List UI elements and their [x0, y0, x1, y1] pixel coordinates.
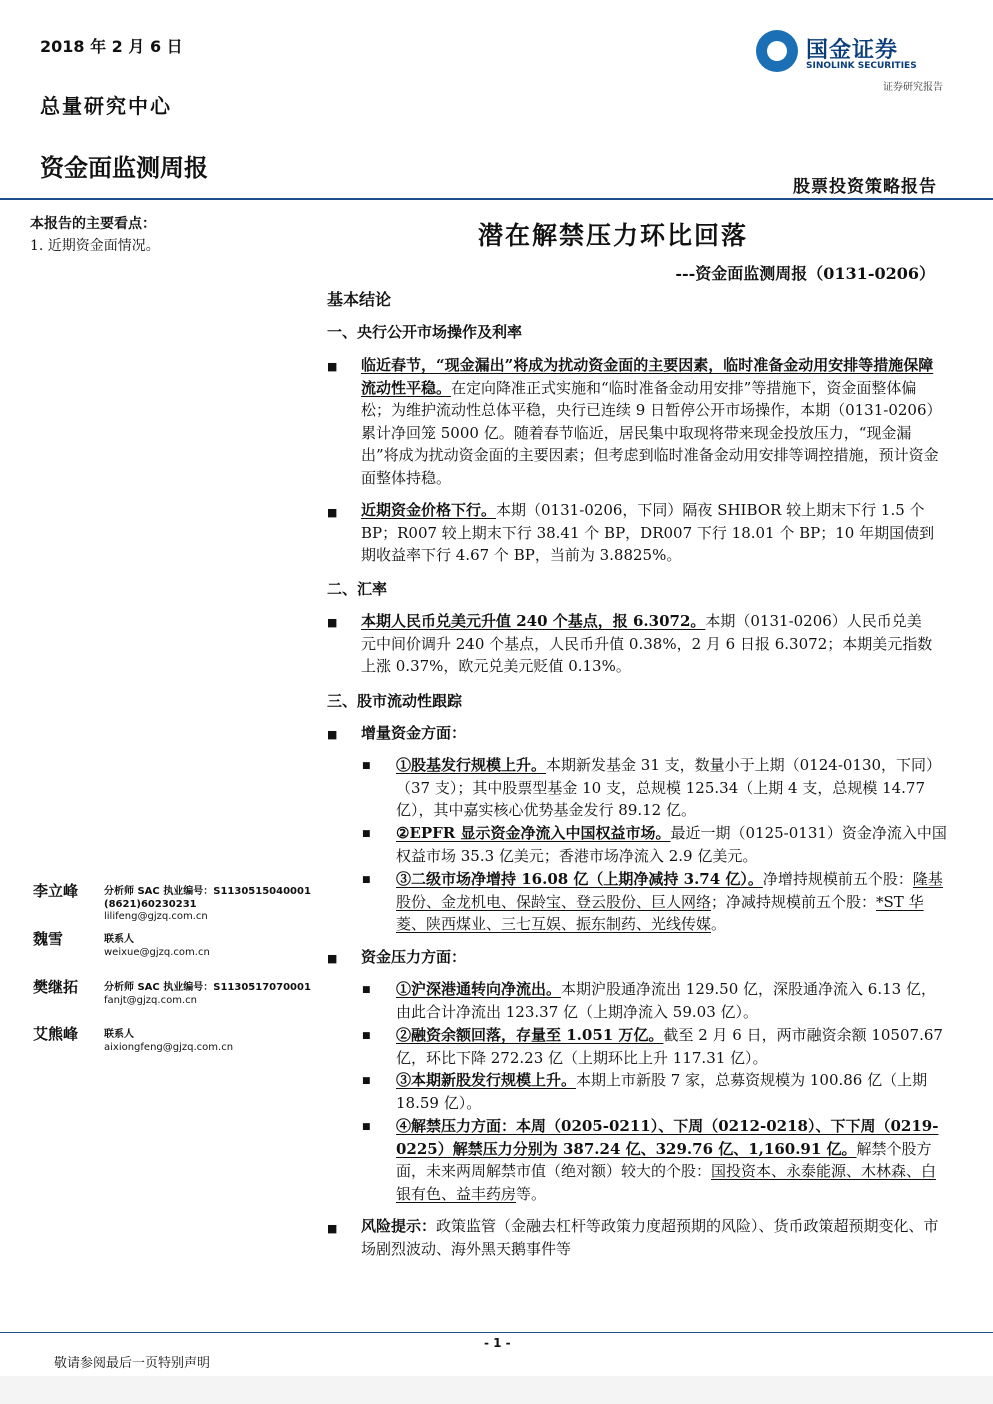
paragraph: ④解禁压力方面：本周（0205-0211）、下周（0212-0218）、下下周（0219-0225）解禁压力分别为 387.24 亿、329.76 亿、1,160.91 亿。解禁个股方面，未来两周解禁市值（绝对额）较大的个股：国投资本、永泰能源、木林森、白银有色、益丰药房等。	[396, 1117, 939, 1203]
logo-subtitle: 证券研究报告	[883, 82, 943, 93]
bullet-icon: ■	[327, 1222, 338, 1235]
bullet-icon: ■	[327, 616, 338, 629]
bullet-icon: ■	[362, 1031, 371, 1041]
paragraph: 临近春节，“现金漏出”将成为扰动资金面的主要因素，临时准备金动用安排等措施保障流动性平稳。在定向降准正式实施和“临时准备金动用安排”等措施下，资金面整体偏松；为维护流动性总体平稳，央行已连续 9 日暂停公开市场操作，本期（0131-0206）累计净回笼 5000 亿。随着春节临近，居民集中取现将带来现金投放压力，“现金漏出”将成为扰动资金面的主要因素；但考虑到临时准备金动用安排等调控措施，预计资金面整体持稳。	[361, 356, 939, 487]
logo-cn-text: 国金证券	[806, 38, 899, 63]
bullet-icon: ■	[362, 875, 371, 885]
sidebar-title: 本报告的主要看点：	[30, 216, 156, 232]
analyst-name: 魏雪	[33, 930, 64, 948]
logo-en-text: SINOLINK SECURITIES	[806, 61, 917, 71]
section-heading: 一、央行公开市场操作及利率	[327, 323, 523, 341]
analyst-name: 李立峰	[33, 882, 79, 900]
paragraph: ③本期新股发行规模上升。本期上市新股 7 家，总募资规模为 100.86 亿（上期 18.59 亿）。	[396, 1071, 928, 1112]
page-number: - 1 -	[484, 1336, 511, 1350]
paragraph: 风险提示：政策监管（金融去杠杆等政策力度超预期的风险）、货币政策超预期变化、市场剧烈波动、海外黑天鹅事件等	[361, 1217, 939, 1258]
paragraph: ③二级市场净增持 16.08 亿（上期净减持 3.74 亿）。净增持规模前五个股：隆基股份、金龙机电、保龄宝、登云股份、巨人网络；净减持规模前五个股：*ST 华菱、陕西煤业、三七互娱、振东制药、光线传媒。	[396, 870, 943, 934]
bullet-icon: ■	[362, 1122, 371, 1132]
analyst-info: 联系人 weixue@gjzq.com.cn	[104, 934, 210, 958]
sub-heading: 资金压力方面：	[361, 948, 467, 966]
bullet-icon: ■	[327, 728, 338, 741]
bullet-icon: ■	[327, 506, 338, 519]
analyst-info: 分析师 SAC 执业编号：S1130517070001 fanjt@gjzq.com.cn	[104, 982, 311, 1006]
bullet-icon: ■	[362, 1076, 371, 1086]
analyst-name: 艾熊峰	[33, 1025, 79, 1043]
report-date: 2018 年 2 月 6 日	[40, 37, 183, 56]
header-divider	[0, 198, 993, 200]
footer-divider	[0, 1332, 993, 1333]
bullet-icon: ■	[362, 985, 371, 995]
bullet-icon: ■	[327, 360, 338, 373]
report-type: 股票投资策略报告	[793, 177, 937, 197]
paragraph: ②融资余额回落，存量至 1.051 万亿。截至 2 月 6 日，两市融资余额 10507.67 亿，环比下降 272.23 亿（上期环比上升 117.31 亿）。	[396, 1026, 943, 1067]
section-heading: 三、股市流动性跟踪	[327, 692, 463, 710]
paragraph: 近期资金价格下行。本期（0131-0206，下同）隔夜 SHIBOR 较上期末下行 1.5 个 BP；R007 较上期末下行 38.41 个 BP，DR007 下行 18.01 个 BP；10 年期国债到期收益率下行 4.67 个 BP，当前为 3.8825%。	[361, 501, 935, 565]
bullet-icon: ■	[362, 761, 371, 771]
bullet-icon: ■	[327, 952, 338, 965]
paragraph: ①股基发行规模上升。本期新发基金 31 支，数量小于上期（0124-0130，下同）（37 支）；其中股票型基金 10 支，总规模 125.34（上期 4 支，总规模 14.77 亿），其中嘉实核心优势基金发行 89.12 亿。	[396, 756, 942, 820]
logo-icon	[756, 30, 798, 72]
main-title: 潜在解禁压力环比回落	[478, 221, 749, 250]
bullet-icon: ■	[362, 829, 371, 839]
section-heading: 二、汇率	[327, 580, 388, 598]
weekly-title: 资金面监测周报	[40, 154, 208, 182]
footer-strip	[0, 1376, 993, 1404]
analyst-info: 分析师 SAC 执业编号：S1130515040001 (8621)60230231 lilifeng@gjzq.com.cn	[104, 886, 311, 922]
subtitle: ---资金面监测周报（0131-0206）	[675, 264, 935, 283]
sidebar-item: 1. 近期资金面情况。	[30, 238, 160, 254]
analyst-name: 樊继拓	[33, 978, 79, 996]
analyst-info: 联系人 aixiongfeng@gjzq.com.cn	[104, 1029, 234, 1053]
sub-heading: 增量资金方面：	[361, 724, 467, 742]
paragraph: ①沪深港通转向净流出。本期沪股通净流出 129.50 亿，深股通净流入 6.13 亿，由此合计净流出 123.37 亿（上期净流入 59.03 亿）。	[396, 980, 936, 1021]
section-conclusion: 基本结论	[327, 290, 392, 309]
paragraph: ②EPFR 显示资金净流入中国权益市场。最近一期（0125-0131）资金净流入中国权益市场 35.3 亿美元；香港市场净流入 2.9 亿美元。	[396, 824, 947, 865]
footer-note: 敬请参阅最后一页特别声明	[54, 1356, 211, 1371]
research-center: 总量研究中心	[40, 94, 172, 118]
paragraph: 本期人民币兑美元升值 240 个基点，报 6.3072。本期（0131-0206）人民币兑美元中间价调升 240 个基点，人民币升值 0.38%，2 月 6 日报 6.3072；本期美元指数上涨 0.37%，欧元兑美元贬值 0.13%。	[361, 612, 933, 676]
